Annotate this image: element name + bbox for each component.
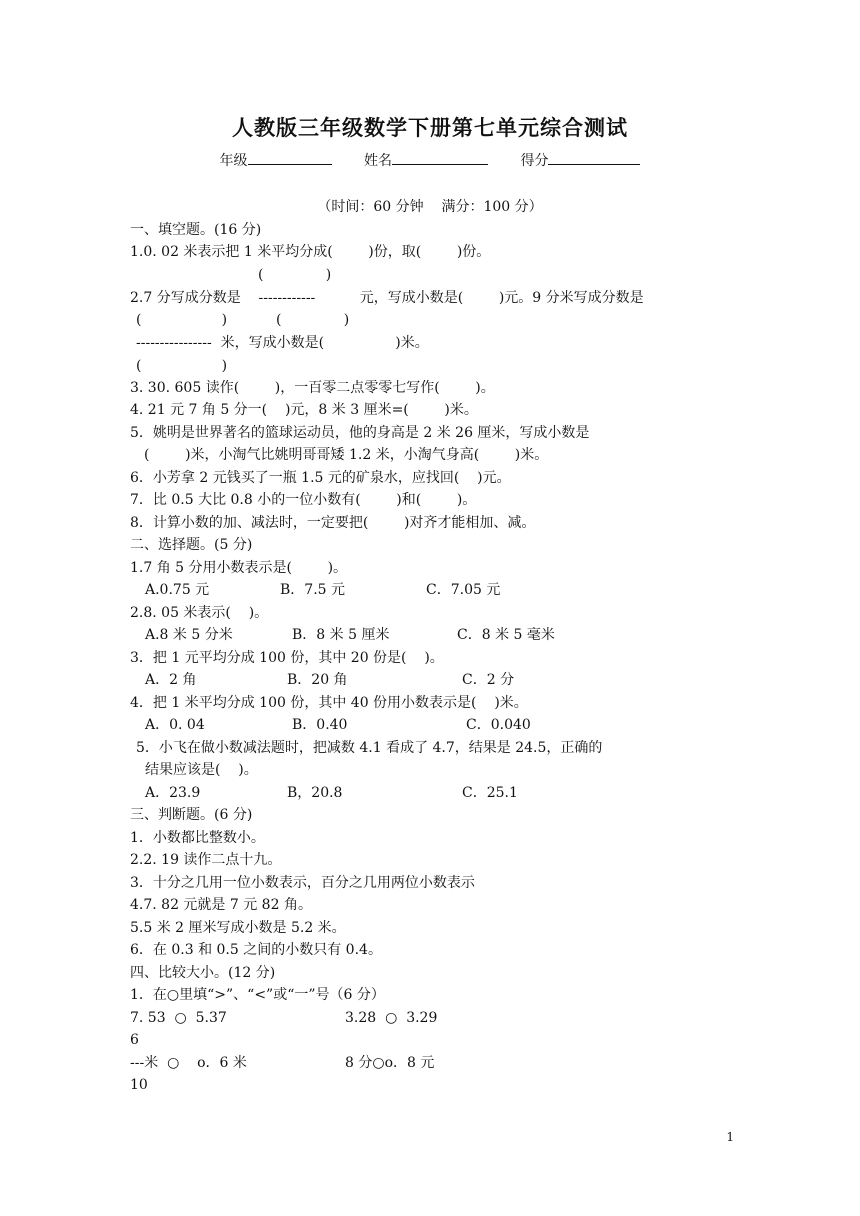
- option-c: C．8 米 5 毫米: [457, 627, 555, 643]
- question-line: 1.0. 02 米表示把 1 米平均分成( )份，取( )份。: [130, 244, 491, 260]
- question-line: ( )米，小淘气比姚明哥哥矮 1.2 米，小淘气身高( )米。: [144, 447, 549, 463]
- grade-blank[interactable]: [248, 150, 332, 165]
- option-b: B．7.5 元: [280, 582, 346, 598]
- question-line: ---------------- 米，写成小数是( )米。: [136, 335, 429, 351]
- question-line: 5.5 米 2 厘米写成小数是 5.2 米。: [130, 920, 346, 936]
- option-a: A．0. 04: [145, 717, 205, 733]
- question-line: 8．计算小数的加、减法时，一定要把( )对齐才能相加、减。: [130, 515, 536, 531]
- section-3-heading: 三、判断题。(6 分): [130, 807, 253, 823]
- question-line: 1．小数都比整数小。: [130, 830, 265, 846]
- compare-item: 7. 53 ○ 5.37: [130, 1010, 227, 1026]
- question-line: 6．在 0.3 和 0.5 之间的小数只有 0.4。: [130, 942, 382, 958]
- fraction-numerator: 6: [130, 1032, 139, 1048]
- question-line: 2.7 分写成分数是 ------------ 元，写成小数是( )元。9 分米写成分数是: [130, 290, 644, 306]
- compare-item: 3.28 ○ 3.29: [345, 1010, 438, 1026]
- question-line: 4. 21 元 7 角 5 分一( )元，8 米 3 厘米=( )米。: [130, 402, 478, 418]
- option-a: A．23.9: [145, 785, 201, 801]
- section-4-heading: 四、比较大小。(12 分): [130, 965, 276, 981]
- fraction-denominator: 10: [130, 1077, 148, 1093]
- question-line: 1．在○里填“>”、“<”或“一”号（6 分）: [130, 987, 385, 1003]
- option-b: B．20 角: [287, 672, 348, 688]
- compare-item: 8 分○o．8 元: [345, 1055, 435, 1071]
- question-line: 5．小飞在做小数减法题时，把减数 4.1 看成了 4.7，结果是 24.5，正确的: [136, 740, 603, 756]
- option-b: B．8 米 5 厘米: [292, 627, 390, 643]
- name-field: [364, 150, 488, 170]
- page-number: 1: [726, 1130, 734, 1144]
- question-line: 6．小芳拿 2 元钱买了一瓶 1.5 元的矿泉水，应找回( )元。: [130, 470, 511, 486]
- question-line: ( ): [136, 358, 228, 374]
- option-c: C．7.05 元: [426, 582, 501, 598]
- question-line: 4.7. 82 元就是 7 元 82 角。: [130, 897, 312, 913]
- question-line: 7．比 0.5 大比 0.8 小的一位小数有( )和( )。: [130, 492, 477, 508]
- question-line: 结果应该是( )。: [145, 762, 258, 778]
- compare-item: ---米 ○ o．6 米: [130, 1055, 247, 1071]
- option-a: A.0.75 元: [145, 582, 210, 598]
- score-blank[interactable]: [548, 150, 640, 165]
- question-line: 2.2. 19 读作二点十九。: [130, 852, 282, 868]
- score-field: [520, 150, 640, 170]
- section-1-heading: 一、填空题。(16 分): [130, 222, 262, 238]
- page-title: 人教版三年级数学下册第七单元综合测试: [232, 115, 628, 140]
- question-line: 2.8. 05 米表示( )。: [130, 605, 269, 621]
- question-line: 3．十分之几用一位小数表示，百分之几用两位小数表示: [130, 875, 475, 891]
- section-2-heading: 二、选择题。(5 分): [130, 537, 253, 553]
- question-line: 3．把 1 元平均分成 100 份，其中 20 份是( )。: [130, 650, 444, 666]
- name-blank[interactable]: [392, 150, 488, 165]
- question-line: ( ) ( ): [136, 312, 350, 328]
- student-info-row: [0, 150, 860, 170]
- option-c: C．2 分: [462, 672, 515, 688]
- question-line: ( ): [258, 267, 332, 283]
- score-label: 得分: [520, 153, 549, 169]
- option-c: C．0.040: [466, 717, 531, 733]
- name-label: 姓名: [364, 153, 392, 169]
- grade-field: [220, 150, 332, 170]
- option-a: A．2 角: [145, 672, 197, 688]
- question-line: 5．姚明是世界著名的篮球运动员，他的身高是 2 米 26 厘米，写成小数是: [130, 425, 590, 441]
- option-b: B，20.8: [287, 785, 343, 801]
- question-line: 1.7 角 5 分用小数表示是( )。: [130, 560, 348, 576]
- question-line: 4．把 1 米平均分成 100 份，其中 40 份用小数表示是( )米。: [130, 695, 528, 711]
- question-line: 3. 30. 605 读作( )，一百零二点零零七写作( )。: [130, 380, 495, 396]
- time-note: （时间：60 分钟 满分：100 分）: [317, 199, 543, 215]
- grade-label: 年级: [219, 153, 248, 169]
- option-b: B．0.40: [292, 717, 348, 733]
- option-c: C．25.1: [462, 785, 518, 801]
- option-a: A.8 米 5 分米: [145, 627, 233, 643]
